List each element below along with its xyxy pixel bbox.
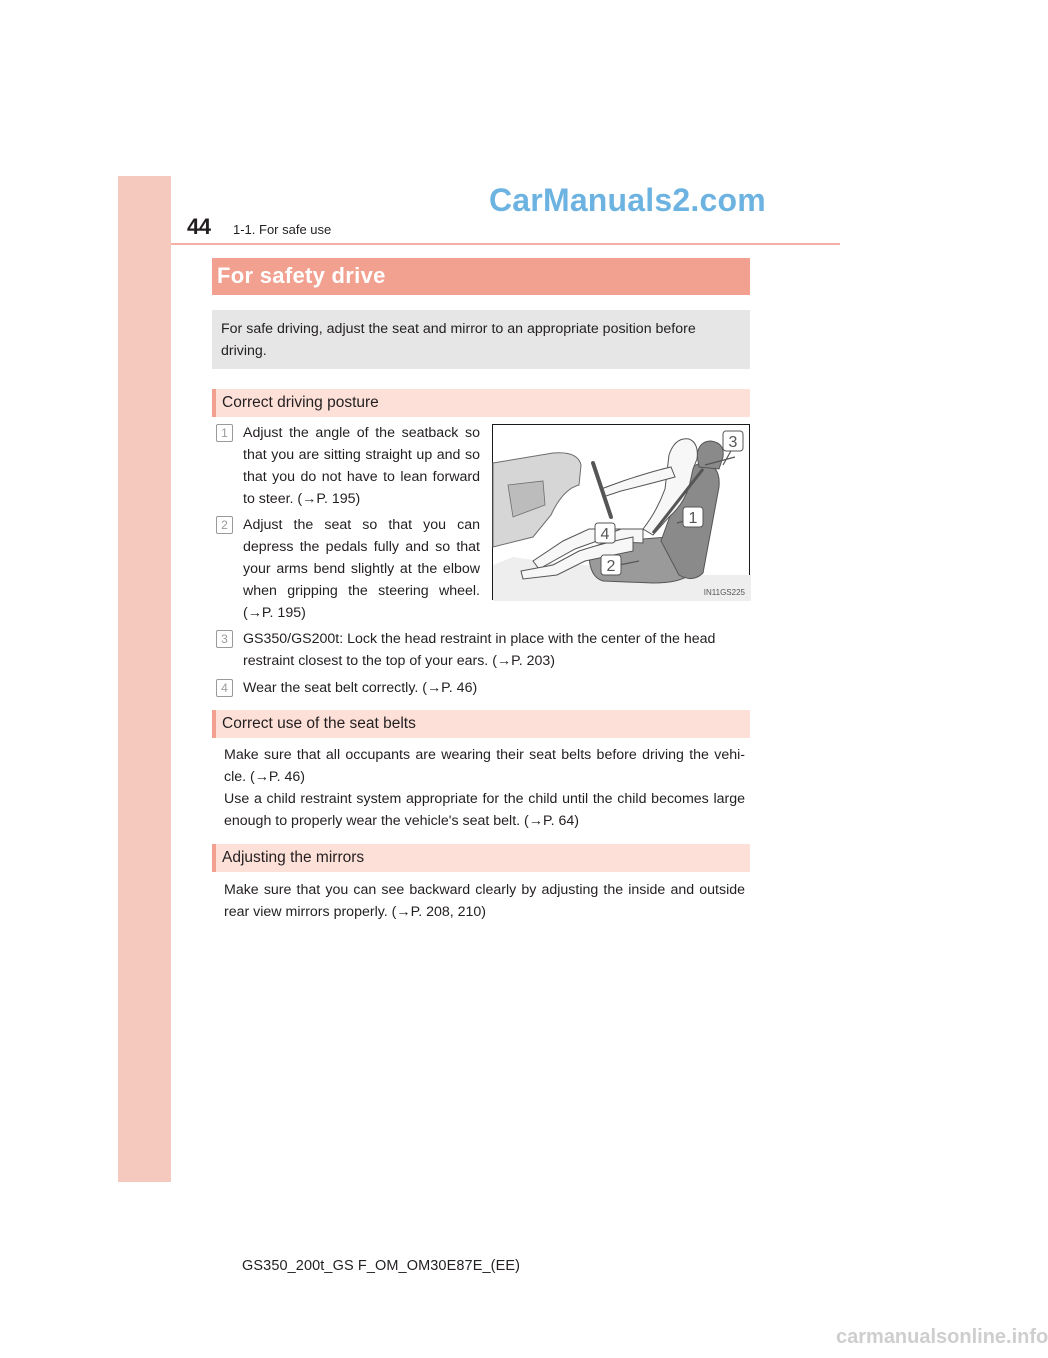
callout-1 — [683, 507, 703, 527]
item-number-1: 1 — [216, 424, 233, 442]
callout-2 — [601, 555, 621, 575]
intro-text: For safe driving, adjust the seat and mirror to an appropriate position before driving. — [221, 321, 696, 359]
driver-seat-illustration — [493, 425, 751, 601]
page-number: 44 — [187, 214, 211, 239]
figure-code: IN11GS225 — [703, 588, 745, 597]
item-number-4: 4 — [216, 679, 233, 697]
posture-item-2-text: Adjust the seat so that you can depress the pedals fully and so that your arms bend slightly at the elbow when gripping the steering wheel. (→P. 195) — [243, 517, 480, 621]
driving-posture-figure — [492, 424, 750, 600]
svg-text:1: 1 — [688, 510, 698, 527]
watermark-footer: carmanualsonline.info — [836, 1326, 1048, 1348]
svg-text:2: 2 — [606, 558, 616, 575]
watermark-logo: CarManuals2.com — [489, 182, 766, 218]
callout-4 — [595, 523, 615, 543]
item-number-2: 2 — [216, 516, 233, 534]
footer-manual-code: GS350_200t_GS F_OM_OM30E87E_(EE) — [242, 1258, 521, 1274]
posture-item-3-text: GS350/GS200t: Lock the head restraint in place with the center of the head restraint closest to the top of your ears. (→P. 203) — [243, 631, 716, 669]
section-title: For safety drive — [217, 263, 386, 288]
callout-3 — [723, 431, 743, 451]
posture-item-1-text: Adjust the angle of the seatback so that you are sitting straight up and so that you do not have to lean forward to steer. (→P. 195) — [243, 425, 480, 507]
posture-heading: Correct driving posture — [222, 394, 379, 411]
posture-heading-accent — [212, 389, 216, 417]
mirrors-heading-accent — [212, 844, 216, 872]
section-breadcrumb: 1-1. For safe use — [233, 222, 332, 237]
svg-text:4: 4 — [600, 526, 610, 543]
mirrors-text: Make sure that you can see backward clearly by adjusting the inside and outside rear view mirrors properly. (→P. 208, 210) — [224, 882, 745, 920]
seatbelts-heading-accent — [212, 710, 216, 738]
posture-item-4-text: Wear the seat belt correctly. (→P. 46) — [243, 680, 478, 696]
seatbelts-text-2: Use a child restraint system appropriate for the child until the child becomes large enough to properly wear the vehicle's seat belt. (→P. 64) — [224, 791, 745, 829]
item-number-3: 3 — [216, 630, 233, 648]
chapter-sidebar-band — [118, 176, 171, 1182]
svg-text:3: 3 — [728, 434, 738, 451]
header-divider — [171, 243, 840, 245]
seatbelts-text-1: Make sure that all occupants are wearing their seat belts before driving the vehi- cle. (→P. 46) — [224, 747, 745, 785]
seatbelts-heading: Correct use of the seat belts — [222, 715, 416, 732]
mirrors-heading: Adjusting the mirrors — [222, 849, 365, 866]
